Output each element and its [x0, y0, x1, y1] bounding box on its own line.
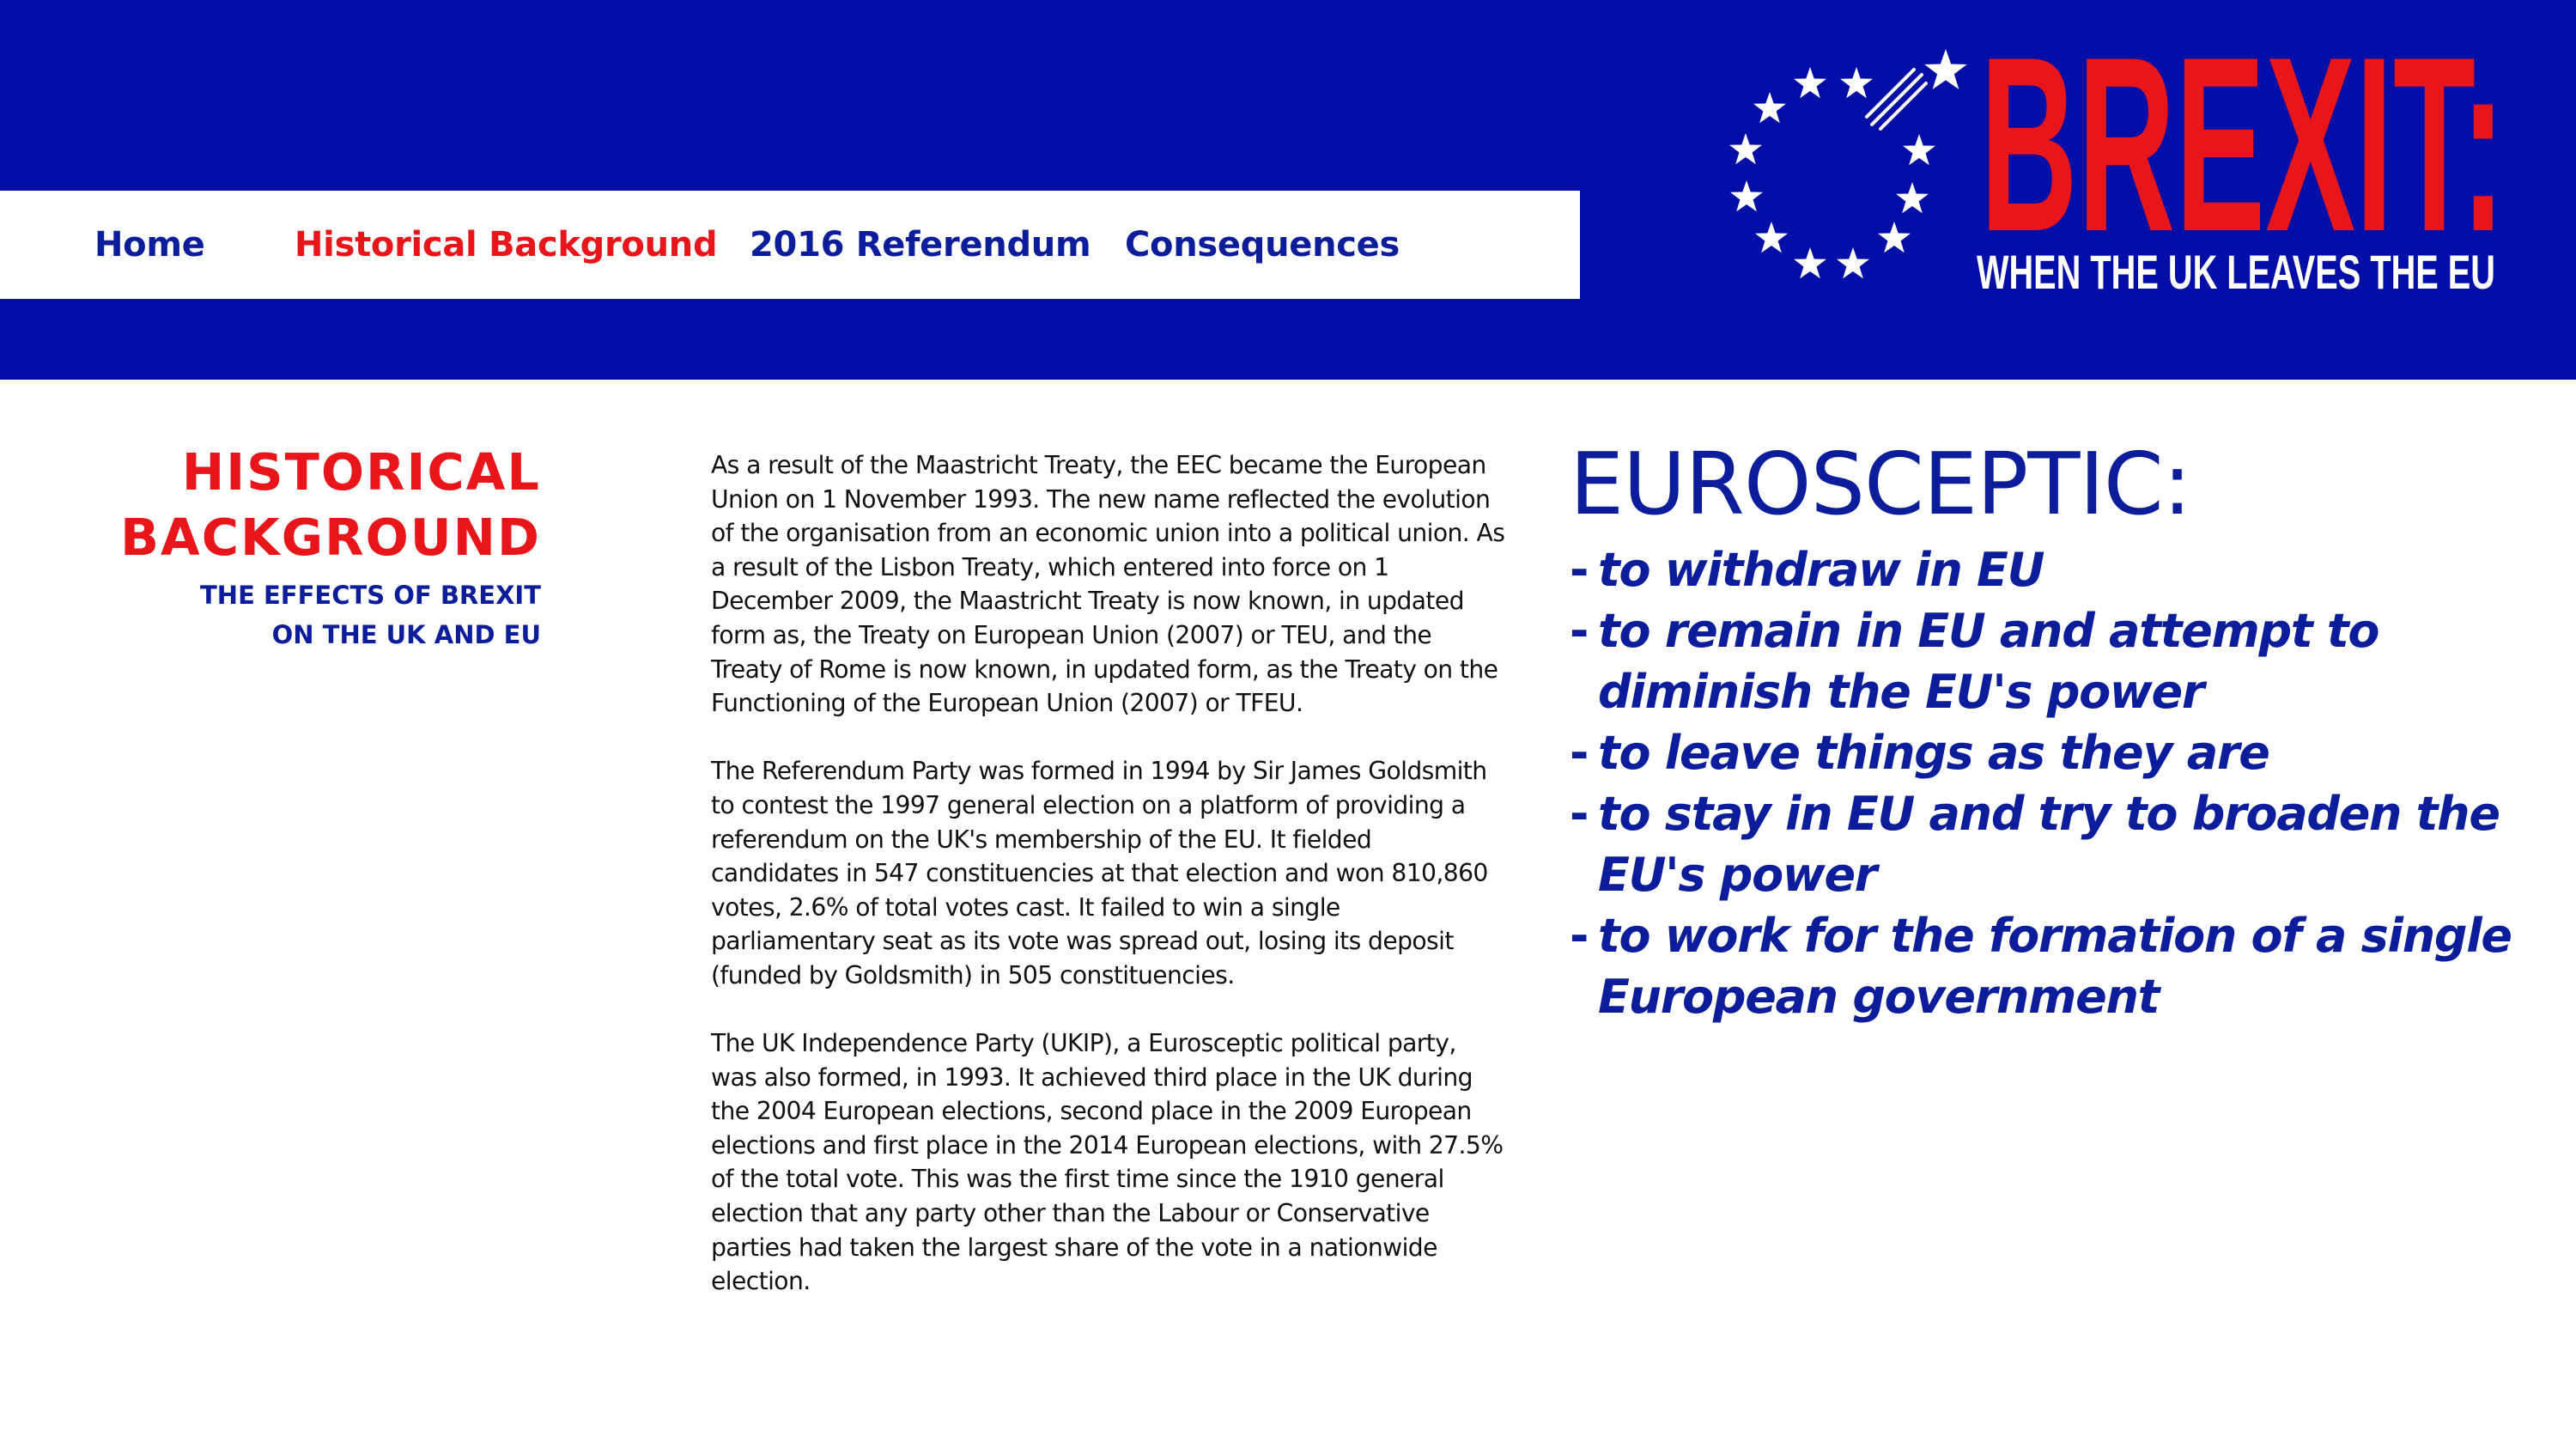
list-item: - to stay in EU and try to broaden the EU's power: [1570, 787, 2500, 902]
main-navigation: [0, 191, 1580, 299]
nav-historical-background-link[interactable]: Historical Background: [295, 225, 718, 265]
article-paragraph: As a result of the Maastricht Treaty, the EEC became the European Union on 1 November 1993. The new name reflected the evolution of the organisation from an economic union into a political union. As a result of the Lisbon Treaty, which entered into force on 1 December 2009, the Maastricht Treaty is now known, in updated form as, the Treaty on European Union (2007) or TEU, and the Treaty of Rome is now known, in updated form, as the Treaty on the Functioning of the European Union (2007) or TFEU.: [711, 451, 1505, 718]
brexit-logo[interactable]: [1717, 43, 2542, 301]
article-body: [711, 448, 1505, 1332]
page-subtitle: THE EFFECTS OF BREXIT ON THE UK AND EU: [200, 581, 541, 649]
nav-consequences-link[interactable]: Consequences: [1125, 225, 1400, 265]
list-item: - to work for the formation of a single European government: [1570, 909, 2512, 1024]
list-item: - to leave things as they are: [1570, 726, 2269, 780]
list-item: - to withdraw in EU: [1570, 543, 2044, 597]
eurosceptic-panel: [1570, 436, 2557, 1027]
site-header: [0, 0, 2576, 380]
svg-text:WHEN THE UK LEAVES THE EU: WHEN THE UK LEAVES THE EU: [1977, 246, 2495, 297]
nav-home-link[interactable]: Home: [94, 225, 205, 265]
nav-2016-referendum-link[interactable]: 2016 Referendum: [750, 225, 1091, 265]
list-item: - to remain in EU and attempt to diminish the EU's power: [1570, 604, 2379, 719]
article-paragraph: The Referendum Party was formed in 1994 by Sir James Goldsmith to contest the 1997 general election on a platform of providing a referendum on the UK's membership of the EU. It fielded candidates in 547 constituencies at that election and won 810,860 votes, 2.6% of total votes cast. It failed to win a single parliamentary seat as its vote was spread out, losing its deposit (funded by Goldsmith) in 505 constituencies.: [711, 757, 1488, 989]
article-paragraph: The UK Independence Party (UKIP), a Eurosceptic political party, was also formed, in 1993. It achieved third place in the UK during the 2004 European elections, second place in the 2009 European elections and first place in the 2014 European elections, with 27.5% of the total vote. This was the first time since the 1910 general election that any party other than the Labour or Conservative parties had taken the largest share of the vote in a nationwide election.: [711, 1029, 1504, 1296]
section-heading: [52, 440, 541, 654]
logo-title: [1980, 43, 2512, 249]
eurosceptic-list: [1570, 539, 2557, 1027]
page-title: HISTORICAL BACKGROUND: [120, 442, 541, 567]
eu-stars-icon: [1717, 43, 1975, 301]
logo-subtitle: [1975, 246, 2499, 297]
svg-text:BREXIT:: BREXIT:: [1980, 43, 2506, 249]
eurosceptic-heading: EUROSCEPTIC:: [1570, 434, 2191, 534]
